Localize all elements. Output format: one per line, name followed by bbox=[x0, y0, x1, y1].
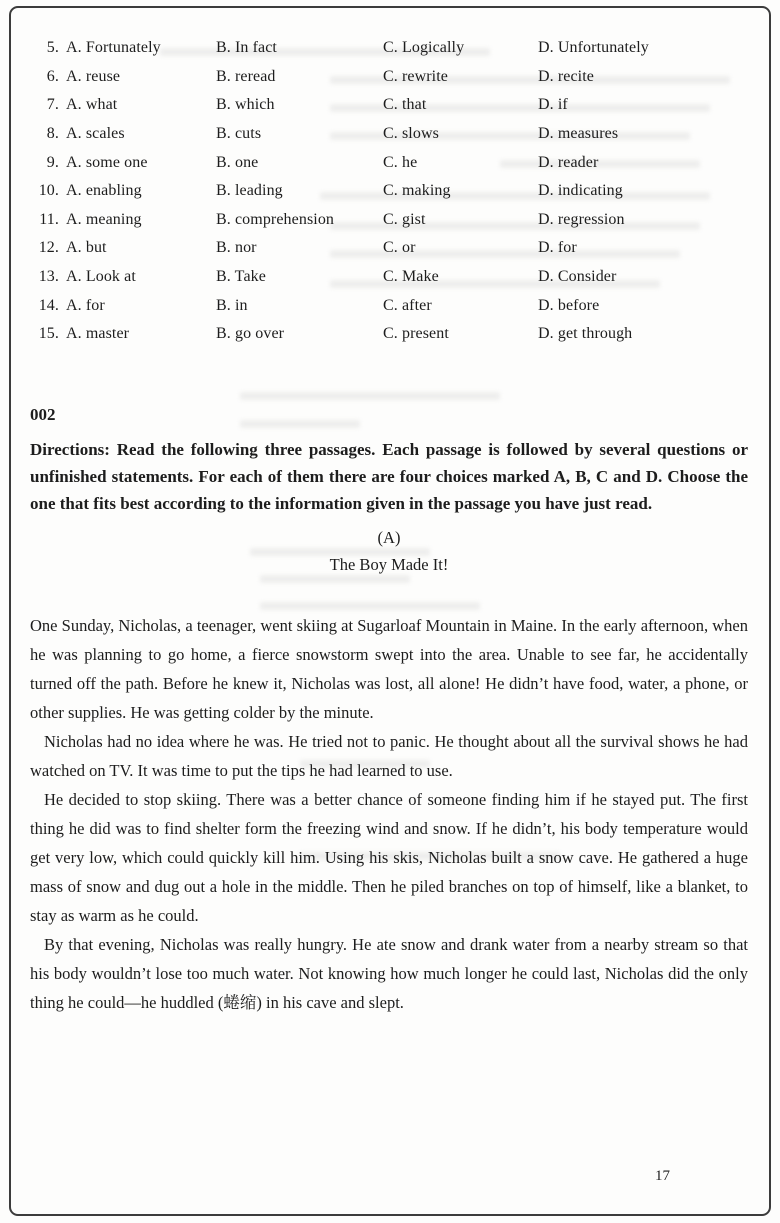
option-a: A. for bbox=[66, 296, 105, 314]
question-number: 11. bbox=[39, 210, 59, 228]
option-d: D. indicating bbox=[538, 182, 623, 200]
option-b: B. nor bbox=[216, 239, 257, 257]
page-number: 17 bbox=[655, 1168, 670, 1184]
question-row bbox=[30, 263, 748, 292]
question-number: 10. bbox=[38, 182, 59, 200]
option-c: C. or bbox=[383, 239, 416, 257]
question-number: 6. bbox=[46, 67, 59, 85]
question-row bbox=[30, 91, 748, 120]
option-a: A. what bbox=[66, 96, 118, 114]
option-d: D. get through bbox=[538, 325, 633, 343]
question-row bbox=[30, 291, 748, 320]
option-d: D. measures bbox=[538, 125, 619, 143]
reading-passage bbox=[30, 611, 748, 1017]
option-a: A. Look at bbox=[66, 268, 136, 286]
question-row bbox=[30, 148, 748, 177]
question-number: 12. bbox=[38, 239, 59, 257]
option-d: D. recite bbox=[538, 67, 594, 85]
passage-title: The Boy Made It! bbox=[329, 554, 449, 574]
option-a: A. but bbox=[66, 239, 107, 257]
question-number: 13. bbox=[38, 268, 59, 286]
question-row bbox=[30, 120, 748, 149]
option-b: B. comprehension bbox=[216, 210, 335, 228]
option-c: C. Make bbox=[383, 268, 439, 286]
passage-label: (A) bbox=[377, 527, 401, 547]
option-d: D. reader bbox=[538, 153, 599, 171]
option-a: A. some one bbox=[66, 153, 148, 171]
question-number: 15. bbox=[38, 325, 59, 343]
option-c: C. present bbox=[383, 325, 449, 343]
option-d: D. regression bbox=[538, 210, 625, 228]
directions-text: Directions: Read the following three passages. Each passage is followed by several questions or unfinished statements. For each of them there are four choices marked A, B, C and D. Choose the one that fits best according to the information given in the passage you have just read. bbox=[30, 439, 748, 513]
question-number: 5. bbox=[46, 39, 59, 57]
option-c: C. slows bbox=[383, 125, 439, 143]
option-c: C. Logically bbox=[383, 39, 465, 57]
option-c: C. gist bbox=[383, 210, 426, 228]
option-c: C. that bbox=[383, 96, 427, 114]
option-b: B. which bbox=[216, 96, 275, 114]
option-a: A. enabling bbox=[66, 182, 142, 200]
question-number: 9. bbox=[46, 153, 59, 171]
question-number: 7. bbox=[46, 96, 59, 114]
option-d: D. Consider bbox=[538, 268, 617, 286]
section-number: 002 bbox=[30, 404, 56, 424]
passage-paragraph: He decided to stop skiing. There was a better chance of someone finding him if he stayed put. The first thing he did was to find shelter form the freezing wind and snow. If he didn’t, his body temperature would get very low, which could quickly kill him. Using his skis, Nicholas built a snow cave. He gathered a huge mass of snow and dug out a hole in the middle. Then he piled branches on top of himself, like a blanket, to stay as warm as he could. bbox=[30, 789, 748, 925]
question-row bbox=[30, 320, 748, 349]
page-content bbox=[30, 0, 748, 1017]
option-d: D. for bbox=[538, 239, 577, 257]
passage-paragraph: By that evening, Nicholas was really hungry. He ate snow and drank water from a nearby stream so that his body wouldn’t lose too much water. Not knowing how much longer he could last, Nicholas did the only thing he could—he huddled (蜷缩) in his cave and slept. bbox=[30, 934, 748, 1012]
option-c: C. making bbox=[383, 182, 451, 200]
option-a: A. scales bbox=[66, 125, 125, 143]
passage-paragraph: One Sunday, Nicholas, a teenager, went skiing at Sugarloaf Mountain in Maine. In the early afternoon, when he was planning to go home, a fierce snowstorm swept into the area. Unable to see far, he accidentally turned off the path. Before he knew it, Nicholas was lost, all alone! He didn’t have food, water, a phone, or other supplies. He was getting colder by the minute. bbox=[30, 615, 748, 722]
option-c: C. he bbox=[383, 153, 418, 171]
question-row bbox=[30, 34, 748, 63]
question-number: 8. bbox=[46, 125, 59, 143]
option-b: B. go over bbox=[216, 325, 285, 343]
question-row bbox=[30, 63, 748, 92]
option-a: A. Fortunately bbox=[66, 39, 161, 57]
option-b: B. In fact bbox=[216, 39, 277, 57]
option-a: A. reuse bbox=[66, 67, 121, 85]
question-row bbox=[30, 234, 748, 263]
passage-paragraph: Nicholas had no idea where he was. He tried not to panic. He thought about all the survival shows he had watched on TV. It was time to put the tips he had learned to use. bbox=[30, 731, 748, 780]
option-d: D. before bbox=[538, 296, 600, 314]
option-b: B. reread bbox=[216, 67, 276, 85]
option-c: C. rewrite bbox=[383, 67, 448, 85]
question-row bbox=[30, 177, 748, 206]
option-d: D. Unfortunately bbox=[538, 39, 649, 57]
option-c: C. after bbox=[383, 296, 432, 314]
option-a: A. meaning bbox=[66, 210, 142, 228]
option-d: D. if bbox=[538, 96, 568, 114]
option-b: B. leading bbox=[216, 182, 283, 200]
options-table bbox=[30, 34, 748, 349]
option-b: B. one bbox=[216, 153, 259, 171]
option-b: B. in bbox=[216, 296, 248, 314]
option-b: B. cuts bbox=[216, 125, 262, 143]
option-b: B. Take bbox=[216, 268, 266, 286]
question-row bbox=[30, 206, 748, 235]
question-number: 14. bbox=[38, 296, 59, 314]
option-a: A. master bbox=[66, 325, 130, 343]
